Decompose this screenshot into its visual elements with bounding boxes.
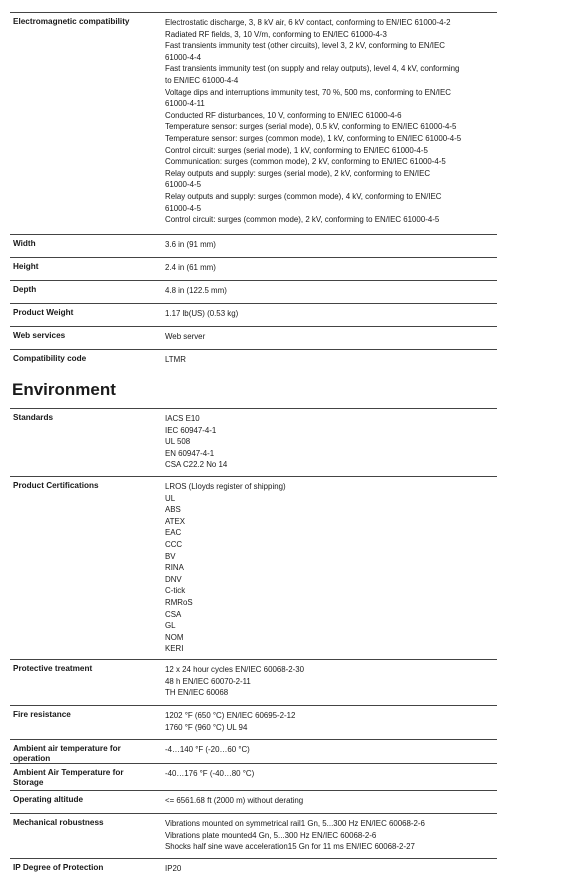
spec-value xyxy=(165,664,505,699)
spec-value xyxy=(165,354,505,366)
spec-value-line: 2.4 in (61 mm) xyxy=(165,263,216,272)
spec-row xyxy=(10,705,497,740)
spec-value-line: 1.17 lb(US) (0.53 kg) xyxy=(165,309,239,318)
spec-label: Ambient Air Temperature for Storage xyxy=(13,768,124,787)
spec-label: Fire resistance xyxy=(13,710,71,719)
spec-value xyxy=(165,331,505,343)
spec-row xyxy=(10,659,497,706)
spec-value-line: Temperature sensor: surges (serial mode), 0.5 kV, conforming to EN/IEC 61000-4-5 xyxy=(165,122,457,132)
spec-value-line: Fast transients immunity test (on supply and relay outputs), level 4, 4 kV, conforming xyxy=(165,64,460,74)
spec-value xyxy=(165,413,505,471)
spec-value-line: UL xyxy=(165,493,176,503)
spec-value-line: IEC 60947-4-1 xyxy=(165,425,217,435)
spec-value-line: UL 508 xyxy=(165,437,191,447)
spec-label: Compatibility code xyxy=(13,354,87,363)
spec-value-line: 1760 °F (960 °C) UL 94 xyxy=(165,722,248,732)
spec-value-line: Vibrations mounted on symmetrical rail1 Gn, 5...300 Hz EN/IEC 60068-2-6 xyxy=(165,819,425,828)
spec-value-line: 48 h EN/IEC 60070-2-11 xyxy=(165,676,251,686)
spec-row xyxy=(10,280,497,304)
spec-row xyxy=(10,739,497,764)
spec-value-line: LTMR xyxy=(165,355,186,364)
spec-value-line: GL xyxy=(165,621,176,631)
spec-label: Electromagnetic compatibility xyxy=(13,17,130,26)
spec-value-line: 1202 °F (650 °C) EN/IEC 60695-2-12 xyxy=(165,711,296,720)
spec-row xyxy=(10,408,497,477)
spec-label: Depth xyxy=(13,285,37,294)
spec-value-line: Temperature sensor: surges (common mode), 1 kV, conforming to EN/IEC 61000-4-5 xyxy=(165,133,462,143)
spec-value-line: Relay outputs and supply: surges (serial mode), 2 kV, conforming to EN/IEC xyxy=(165,168,431,178)
spec-value-line: IACS E10 xyxy=(165,414,200,423)
spec-value xyxy=(165,481,505,655)
spec-value-line: KERI xyxy=(165,644,184,654)
spec-value-line: EN 60947-4-1 xyxy=(165,448,215,458)
spec-label: Mechanical robustness xyxy=(13,818,104,827)
spec-value-line: IP20 xyxy=(165,864,182,873)
spec-row xyxy=(10,349,497,373)
spec-value xyxy=(165,239,505,251)
spec-row xyxy=(10,234,497,258)
section-heading-environment: Environment xyxy=(12,380,116,399)
spec-label: Protective treatment xyxy=(13,664,93,673)
spec-value-line: Shocks half sine wave acceleration15 Gn for 11 ms EN/IEC 60068-2-27 xyxy=(165,842,415,852)
spec-value-line: Web server xyxy=(165,332,206,341)
spec-label: Ambient air temperature for operation xyxy=(13,744,121,763)
spec-value-line: 3.6 in (91 mm) xyxy=(165,240,216,249)
spec-value xyxy=(165,795,505,807)
spec-value xyxy=(165,744,505,756)
spec-row xyxy=(10,763,497,791)
spec-value-line: 4.8 in (122.5 mm) xyxy=(165,286,227,295)
spec-value xyxy=(165,863,505,875)
spec-value-line: Fast transients immunity test (other circuits), level 3, 2 kV, conforming to EN/IEC xyxy=(165,41,445,51)
spec-label: Product Certifications xyxy=(13,481,99,490)
spec-value-line: to EN/IEC 61000-4-4 xyxy=(165,75,239,85)
spec-value-line: CSA xyxy=(165,609,182,619)
spec-value-line: EAC xyxy=(165,528,182,538)
spec-value-line: -40…176 °F (-40…80 °C) xyxy=(165,769,255,778)
spec-value-line: RMRoS xyxy=(165,597,193,607)
spec-row xyxy=(10,12,497,235)
spec-row xyxy=(10,790,497,814)
spec-label: Standards xyxy=(13,413,54,422)
spec-row xyxy=(10,813,497,859)
spec-label: Web services xyxy=(13,331,66,340)
spec-value-line: Voltage dips and interruptions immunity test, 70 %, 500 ms, conforming to EN/IEC xyxy=(165,87,451,97)
spec-value-line: 61000-4-5 xyxy=(165,203,201,213)
spec-value-line: CSA C22.2 No 14 xyxy=(165,460,228,470)
spec-value-line: Radiated RF fields, 3, 10 V/m, conforming to EN/IEC 61000-4-3 xyxy=(165,29,387,39)
spec-value-line: Communication: surges (common mode), 2 kV, conforming to EN/IEC 61000-4-5 xyxy=(165,157,446,167)
spec-value-line: 61000-4-11 xyxy=(165,99,205,109)
spec-value-line: Conducted RF disturbances, 10 V, conforming to EN/IEC 61000-4-6 xyxy=(165,110,402,120)
spec-value-line: 61000-4-4 xyxy=(165,52,201,62)
spec-value-line: <= 6561.68 ft (2000 m) without derating xyxy=(165,796,304,805)
spec-value-line: C-tick xyxy=(165,586,186,596)
spec-value-line: Electrostatic discharge, 3, 8 kV air, 6 kV contact, conforming to EN/IEC 61000-4-2 xyxy=(165,18,451,27)
spec-value-line: -4…140 °F (-20…60 °C) xyxy=(165,745,250,754)
spec-label: Width xyxy=(13,239,36,248)
spec-value-line: RINA xyxy=(165,563,184,573)
spec-value-line: ATEX xyxy=(165,516,186,526)
spec-value-line: 12 x 24 hour cycles EN/IEC 60068-2-30 xyxy=(165,665,305,674)
spec-value xyxy=(165,818,505,853)
spec-value-line: 61000-4-5 xyxy=(165,180,201,190)
spec-label: Operating altitude xyxy=(13,795,84,804)
spec-label: Product Weight xyxy=(13,308,74,317)
spec-row xyxy=(10,858,497,880)
spec-value-line: NOM xyxy=(165,632,184,642)
spec-value-line: Control circuit: surges (common mode), 2 kV, conforming to EN/IEC 61000-4-5 xyxy=(165,215,440,225)
spec-row xyxy=(10,326,497,350)
spec-value xyxy=(165,17,505,226)
spec-value-line: DNV xyxy=(165,574,182,584)
spec-row xyxy=(10,257,497,281)
spec-value-line: Vibrations plate mounted4 Gn, 5...300 Hz EN/IEC 60068-2-6 xyxy=(165,830,377,840)
spec-value-line: LROS (Lloyds register of shipping) xyxy=(165,482,286,491)
spec-value-line: ABS xyxy=(165,505,181,515)
spec-value xyxy=(165,710,505,733)
spec-value xyxy=(165,262,505,274)
spec-value xyxy=(165,768,505,780)
spec-row xyxy=(10,303,497,327)
spec-value-line: Control circuit: surges (serial mode), 1 kV, conforming to EN/IEC 61000-4-5 xyxy=(165,145,428,155)
spec-value xyxy=(165,285,505,297)
spec-value-line: Relay outputs and supply: surges (common mode), 4 kV, conforming to EN/IEC xyxy=(165,191,442,201)
spec-value xyxy=(165,308,505,320)
spec-value-line: BV xyxy=(165,551,176,561)
spec-row xyxy=(10,476,497,660)
spec-value-line: TH EN/IEC 60068 xyxy=(165,688,229,698)
spec-value-line: CCC xyxy=(165,539,183,549)
spec-label: Height xyxy=(13,262,39,271)
spec-label: IP Degree of Protection xyxy=(13,863,104,872)
